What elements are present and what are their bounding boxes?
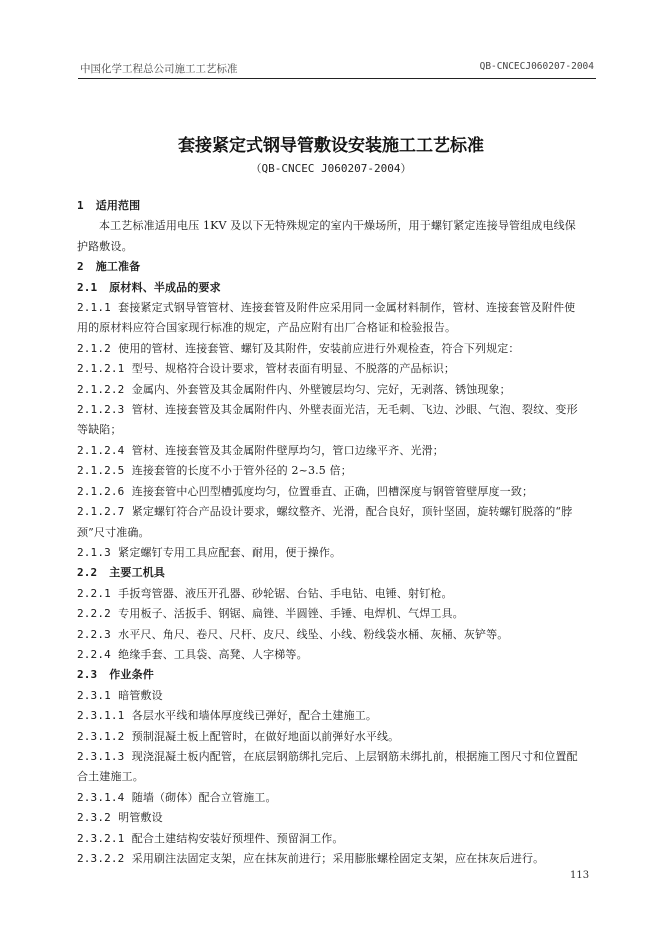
clause-number: 2.1	[77, 280, 98, 294]
clause-number: 2.2.2	[77, 607, 111, 621]
clause-line	[77, 686, 601, 706]
clause-text: 管材、连接套管及其金属附件内、外壁表面光洁，无毛刺、飞边、沙眼、气泡、裂纹、变形	[131, 403, 578, 417]
clause-text: 紧定螺钉专用工具应配套、耐用，便于操作。	[118, 545, 342, 559]
clause-line	[77, 461, 601, 481]
clause-text: 本工艺标准适用电压 1KV 及以下无特殊规定的室内干燥场所，用于螺钉紧定连接导管组成电线保	[99, 219, 576, 233]
clause-line	[77, 380, 601, 400]
clause-text: 合土建施工。	[77, 770, 144, 784]
document-title: 套接紧定式钢导管敷设安装施工工艺标准	[178, 136, 484, 156]
clause-line	[77, 441, 601, 461]
clause-line	[77, 645, 601, 665]
clause-text: 连接套管中心凹型槽弧度均匀，位置垂直、正确，凹槽深度与钢管管壁厚度一致；	[131, 484, 534, 498]
clause-line	[77, 625, 601, 645]
clause-line	[77, 747, 601, 767]
continuation-line	[77, 767, 601, 787]
clause-line	[77, 298, 601, 318]
clause-text: 作业条件	[109, 668, 154, 682]
clause-text: 随墙（砌体）配合立管施工。	[131, 790, 277, 804]
continuation-line	[77, 318, 601, 338]
clause-text: 施工准备	[95, 260, 141, 274]
document-code: （QB-CNCEC J060207-2004）	[250, 162, 412, 175]
clause-number: 1	[77, 199, 84, 212]
clause-number: 2.2.1	[77, 586, 111, 600]
section-heading	[77, 257, 601, 277]
clause-number: 2.3.1.3	[77, 749, 125, 763]
clause-number: 2.3.1.1	[77, 709, 125, 723]
clause-number: 2.3.2	[77, 811, 111, 825]
clause-number: 2.2.3	[77, 627, 111, 641]
clause-line	[77, 808, 601, 828]
clause-text: 使用的管材、连接套管、螺钉及其附件，安装前应进行外观检查，符合下列规定：	[118, 341, 520, 355]
clause-text: 明管敷设	[118, 811, 163, 825]
clause-number: 2.1.2.1	[77, 362, 125, 376]
clause-line	[77, 604, 601, 624]
clause-line	[77, 829, 601, 849]
clause-number: 2.2.4	[77, 647, 111, 661]
clause-text: 原材料、半成品的要求	[109, 280, 221, 294]
clause-number: 2.1.2.2	[77, 382, 125, 396]
clause-text: 金属内、外套管及其金属附件内、外壁镀层均匀、完好，无剥落、锈蚀现象；	[131, 382, 511, 396]
clause-text: 配合土建结构安装好预埋件、预留洞工作。	[131, 831, 344, 845]
clause-number: 2.3	[77, 668, 98, 682]
clause-text: 管材、连接套管及其金属附件壁厚均匀，管口边缘平齐、光滑；	[131, 443, 444, 457]
clause-number: 2.1.2.5	[77, 464, 125, 478]
section-heading	[77, 563, 601, 583]
clause-line	[77, 706, 601, 726]
clause-text: 紧定螺钉符合产品设计要求，螺纹整齐、光滑，配合良好，顶针坚固，旋转螺钉脱落的“脖	[131, 505, 573, 519]
clause-number: 2.2	[77, 566, 98, 580]
clause-text: 各层水平线和墙体厚度线已弹好，配合土建施工。	[131, 709, 378, 723]
header-left-text: 中国化学工程总公司施工工艺标准	[80, 63, 238, 75]
clause-line	[77, 502, 601, 522]
page-number: 113	[570, 870, 590, 881]
document-body	[77, 196, 601, 869]
clause-text: 适用范围	[95, 199, 141, 212]
clause-number: 2.1.2.3	[77, 403, 125, 417]
paragraph-line	[77, 216, 601, 236]
clause-text: 手扳弯管器、液压开孔器、砂轮锯、台钻、手电钻、电锤、射钉枪。	[118, 586, 453, 600]
clause-text: 暗管敷设	[118, 688, 163, 702]
clause-text: 采用刷注法固定支架，应在抹灰前进行；采用膨胀螺栓固定支架，应在抹灰后进行。	[131, 852, 545, 865]
clause-text: 现浇混凝土板内配管，在底层钢筋绑扎完后、上层钢筋未绑扎前，根据施工图尺寸和位置配	[131, 749, 578, 763]
clause-number: 2.3.1.2	[77, 729, 125, 743]
clause-text: 预制混凝土板上配管时，在做好地面以前弹好水平线。	[131, 729, 400, 743]
continuation-line	[77, 523, 601, 543]
clause-text: 等缺陷；	[77, 423, 122, 437]
clause-line	[77, 339, 601, 359]
clause-text: 连接套管的长度不小于管外径的 2~3.5 倍；	[131, 464, 352, 478]
section-heading	[77, 665, 601, 685]
clause-line	[77, 359, 601, 379]
clause-text: 水平尺、角尺、卷尺、尺杆、皮尺、线坠、小线、粉线袋水桶、灰桶、灰铲等。	[118, 627, 509, 641]
clause-line	[77, 543, 601, 563]
clause-line	[77, 400, 601, 420]
clause-number: 2.3.2.2	[77, 852, 125, 865]
clause-text: 套接紧定式钢导管管材、连接套管及附件应采用同一金属材料制作，管材、连接套管及附件使	[118, 301, 576, 315]
clause-text: 颈”尺寸准确。	[77, 525, 150, 539]
clause-text: 用的原材料应符合国家现行标准的规定，产品应附有出厂合格证和检验报告。	[77, 321, 457, 335]
clause-number: 2	[77, 260, 84, 274]
clause-text: 型号、规格符合设计要求，管材表面有明显、不脱落的产品标识；	[131, 362, 456, 376]
clause-line	[77, 727, 601, 747]
clause-number: 2.1.2.7	[77, 505, 125, 519]
clause-number: 2.1.2.6	[77, 484, 125, 498]
clause-number: 2.1.3	[77, 545, 111, 559]
clause-number: 2.3.2.1	[77, 831, 125, 845]
clause-line	[77, 584, 601, 604]
continuation-line	[77, 237, 601, 257]
clause-line	[77, 788, 601, 808]
clause-line	[77, 849, 601, 869]
section-heading	[77, 196, 601, 216]
clause-line	[77, 482, 601, 502]
clause-number: 2.3.1.4	[77, 790, 125, 804]
clause-number: 2.3.1	[77, 688, 111, 702]
running-header	[78, 58, 596, 79]
clause-text: 绝缘手套、工具袋、高凳、人字梯等。	[118, 647, 308, 661]
clause-number: 2.1.1	[77, 301, 111, 315]
clause-number: 2.1.2.4	[77, 443, 125, 457]
clause-text: 护路敷设。	[77, 239, 133, 253]
clause-text: 主要工机具	[109, 566, 166, 580]
header-right-code: QB-CNCECJ060207-2004	[479, 61, 594, 72]
section-heading	[77, 278, 601, 298]
continuation-line	[77, 420, 601, 440]
clause-number: 2.1.2	[77, 341, 111, 355]
clause-text: 专用板子、活扳手、钢锯、扁锉、半圆锉、手锤、电焊机、气焊工具。	[118, 607, 464, 621]
